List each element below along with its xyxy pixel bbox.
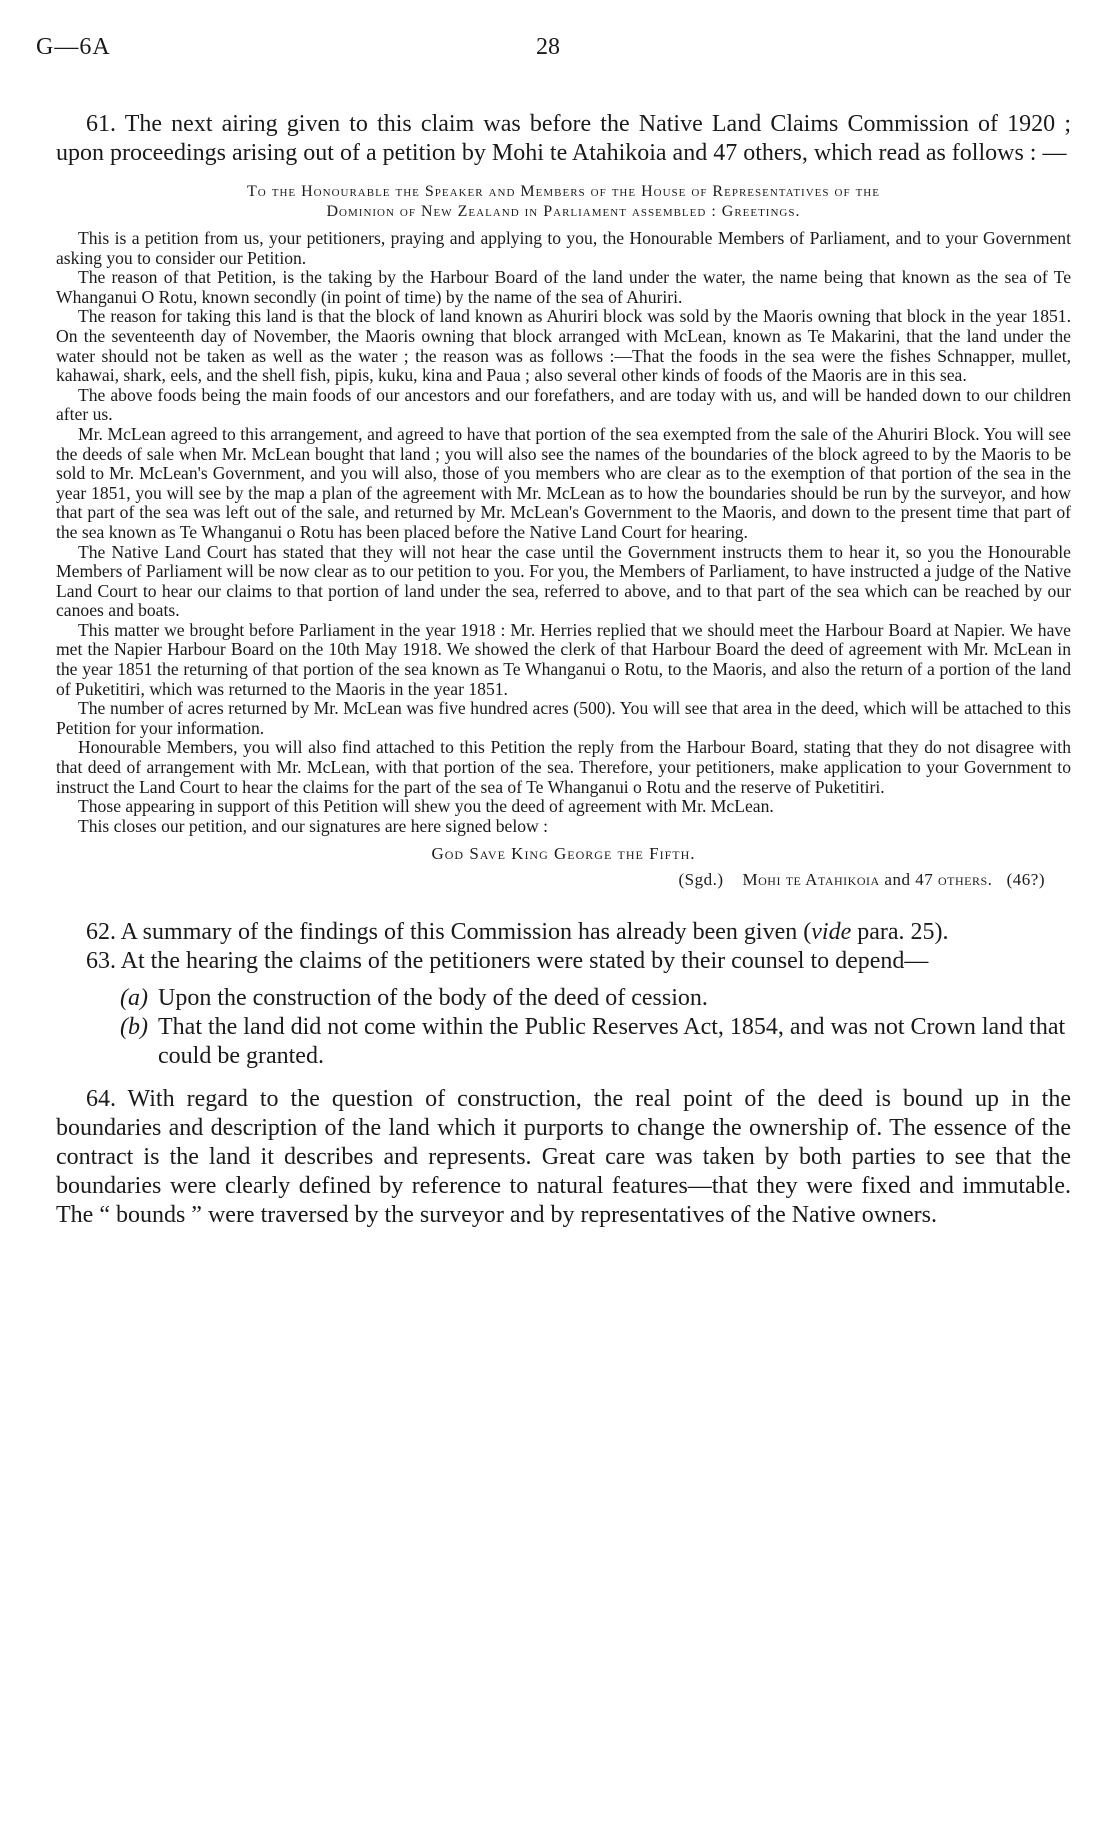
petition-paragraph: This is a petition from us, your petitioners, praying and applying to you, the Honourable Members of Parliament, and to your Government asking you to consider our Petition.	[56, 228, 1071, 268]
document-reference: G—6A	[36, 34, 111, 60]
list-item	[56, 984, 1071, 1013]
paragraph-61: 61. The next airing given to this claim was before the Native Land Claims Commission of 1920 ; upon proceedings arising out of a petition by Mohi te Atahikoia and 47 others, which read as follows : —	[56, 111, 1071, 166]
paragraph-63: 63. At the hearing the claims of the petitioners were stated by their counsel to depend—	[86, 947, 929, 974]
petition-paragraph: The reason of that Petition, is the taking by the Harbour Board of the land under the water, the name being that known as the sea of Te Whanganui O Rotu, known secondly (in point of time) by the name of the sea of Ahuriri.	[56, 267, 1071, 307]
petition-signature	[56, 870, 1045, 890]
list-marker: (a)	[120, 984, 148, 1011]
page-header	[36, 34, 1074, 68]
paragraph-62-text-b: para. 25).	[851, 918, 949, 945]
petition-paragraph: This matter we brought before Parliament in the year 1918 : Mr. Herries replied that we should meet the Harbour Board at Napier. We have met the Napier Harbour Board on the 10th May 1918. We showed the clerk of that Harbour Board the deed of agreement with Mr. McLean in the year 1851 the returning of that portion of the sea known as Te Whanganui o Rotu, to the Maoris, and also the return of a portion of the land of Puketitiri, which was returned to the Maoris in the year 1851.	[56, 619, 1071, 699]
paragraph-64: 64. With regard to the question of construction, the real point of the deed is bound up in the boundaries and description of the land which it purports to change the ownership of. The essence of the contract is the land it describes and represents. Great care was taken by both parties to see that the boundaries were clearly defined by reference to natural features—that they were fixed and immutable. The “ bounds ” were traversed by the surveyor and by representatives of the Native owners.	[56, 1085, 1071, 1228]
claims-list	[56, 984, 1071, 1071]
signature-others: others.	[937, 870, 993, 889]
petition-heading-line-1: To the Honourable the Speaker and Members of the House of Representatives of the	[247, 183, 880, 200]
petition-heading-line-2: Dominion of New Zealand in Parliament assembled : Greetings.	[326, 203, 801, 220]
petition-paragraph: Mr. McLean agreed to this arrangement, and agreed to have that portion of the sea exempted from the sale of the Ahuriri Block. You will see the deeds of sale when Mr. McLean bought that land ; you will also see the names of the boundaries of the block agreed to by the Maoris to be sold to Mr. McLean's Government, and you will also, those of you members who are clear as to the exemption of that portion of the sea in the year 1851, you will see by the map a plan of the agreement with Mr. McLean as to how the boundaries should be run by the surveyor, and how that part of the sea was left out of the sale, and returned by Mr. McLean's Government to the Maoris, and down to the present time that part of the sea known as Te Whanganui o Rotu has been placed before the Native Land Court for hearing.	[56, 423, 1071, 542]
petition-paragraph: The above foods being the main foods of our ancestors and our forefathers, and are today with us, and will be handed down to our children after us.	[56, 384, 1071, 425]
list-item-text: That the land did not come within the Public Reserves Act, 1854, and was not Crown land that could be granted.	[158, 1013, 1066, 1069]
page-number: 28	[536, 34, 560, 60]
paragraph-62-text-a: 62. A summary of the findings of this Commission has already been given (	[86, 918, 812, 945]
petition-paragraph: The number of acres returned by Mr. McLean was five hundred acres (500). You will see that area in the deed, which will be attached to this Petition for your information.	[56, 698, 1071, 738]
petition-heading	[56, 182, 1071, 222]
signature-prefix: (Sgd.)	[678, 870, 724, 889]
petition-closing: God Save King George the Fifth.	[431, 844, 696, 864]
signatory-name: Mohi te Atahikoia	[742, 870, 880, 889]
petition-block	[56, 182, 1071, 890]
list-marker: (b)	[120, 1013, 148, 1040]
signature-and: and 47	[884, 870, 934, 889]
petition-paragraph: Honourable Members, you will also find attached to this Petition the reply from the Harbour Board, stating that they do not disagree with that deed of arrangement with Mr. McLean, with that portion of the sea. Therefore, your petitioners, make application to your Government to instruct the Land Court to hear the claims for the part of the sea of Te Whanganui o Rotu and the reserve of Puketitiri.	[56, 737, 1071, 797]
signature-count: (46?)	[1006, 870, 1045, 889]
list-item	[56, 1013, 1071, 1071]
petition-paragraph: The Native Land Court has stated that they will not hear the case until the Government instructs them to hear it, so you the Honourable Members of Parliament will be now clear as to our petition to you. For you, the Members of Parliament, to have instructed a judge of the Native Land Court to hear our claims to that portion of land under the sea, referred to above, and to that part of the sea which can be reached by our canoes and boats.	[56, 541, 1071, 621]
petition-paragraph: Those appearing in support of this Petition will shew you the deed of agreement with Mr. McLean.	[78, 796, 774, 817]
paragraph-62	[56, 918, 1071, 947]
list-item-text: Upon the construction of the body of the deed of cession.	[158, 984, 708, 1011]
petition-paragraph: This closes our petition, and our signatures are here signed below :	[78, 815, 549, 836]
page-body	[56, 110, 1071, 1230]
paragraph-62-vide: vide	[811, 918, 852, 945]
petition-paragraph: The reason for taking this land is that the block of land known as Ahuriri block was sold by the Maoris owning that block in the year 1851. On the seventeenth day of November, the Maoris owning that block arranged with McLean, known as Te Makarini, that the land under the water should not be taken as well as the water ; the reason was as follows :—That the foods in the sea were the fishes Schnapper, mullet, kahawai, shark, eels, and the shell fish, pipis, kuku, kina and Paua ; also several other kinds of foods of the Maoris are in this sea.	[56, 306, 1071, 386]
